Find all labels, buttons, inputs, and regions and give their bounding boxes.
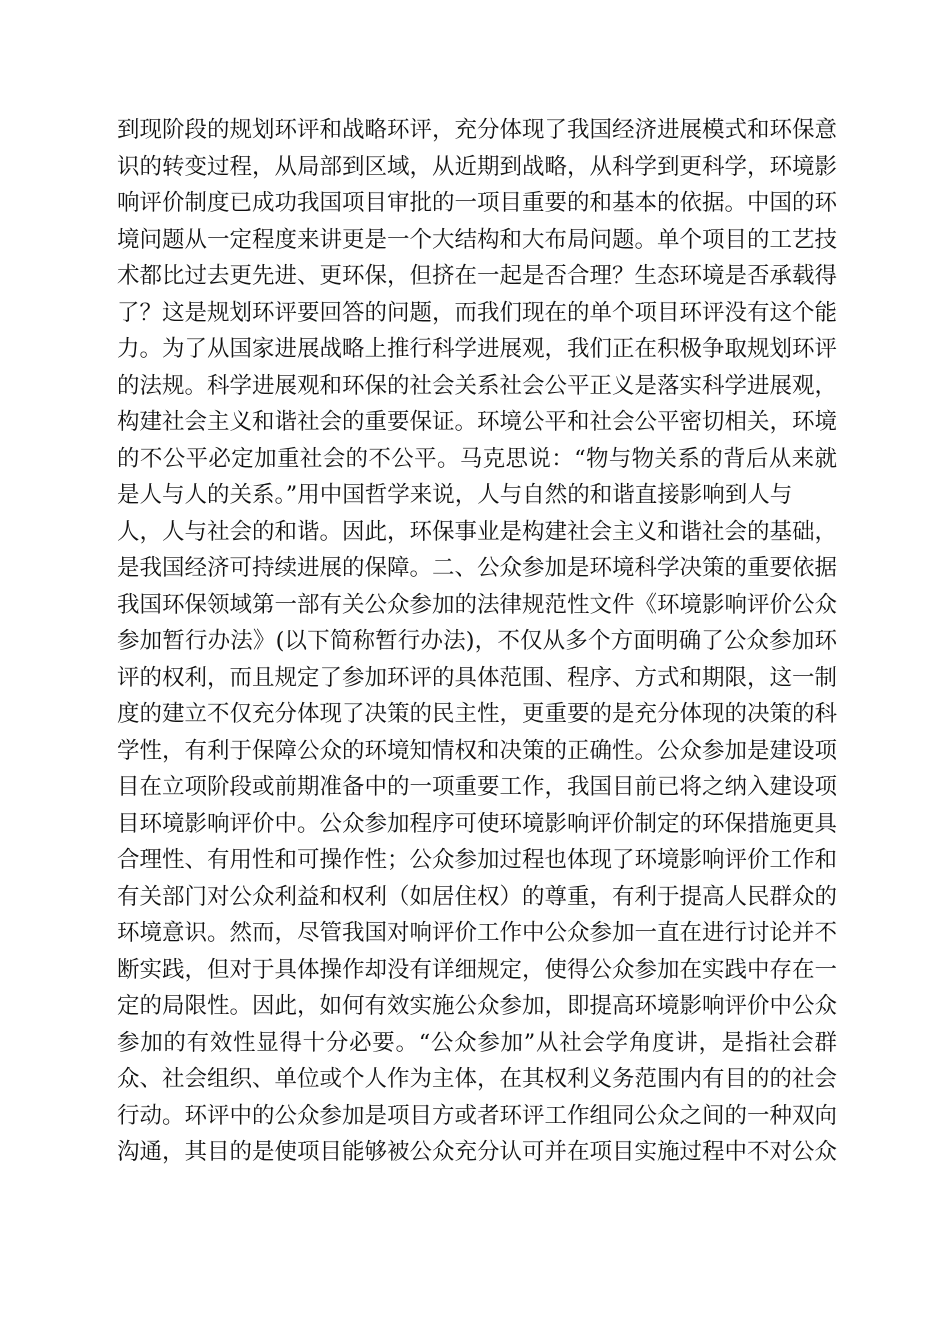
text-line: 我国环保领域第一部有关公众参加的法律规范性文件《环境影响评价公众 [117, 591, 838, 618]
text-line: 沟通，其目的是使项目能够被公众充分认可并在项目实施过程中不对公众 [117, 1139, 838, 1165]
text-line: 有关部门对公众利益和权利（如居住权）的尊重，有利于提高人民群众的 [117, 883, 838, 910]
text-line: 是人与人的关系。”用中国哲学来说，人与自然的和谐直接影响到人与 [117, 482, 793, 508]
text-line: 术都比过去更先进、更环保，但挤在一起是否合理？生态环境是否承载得 [117, 263, 838, 289]
body-text [117, 112, 837, 1171]
text-line: 力。为了从国家进展战略上推行科学进展观，我们正在积极争取规划环评 [117, 336, 838, 362]
text-line: 参加暂行办法》(以下简称暂行办法)，不仅从多个方面明确了公众参加环 [117, 628, 837, 654]
text-line: 目在立项阶段或前期准备中的一项重要工作，我国目前已将之纳入建设项 [117, 774, 838, 800]
text-line: 合理性、有用性和可操作性；公众参加过程也体现了环境影响评价工作和 [117, 847, 838, 873]
text-line: 环境意识。然而，尽管我国对响评价工作中公众参加一直在进行讨论并不 [117, 920, 838, 946]
text-line: 目环境影响评价中。公众参加程序可使环境影响评价制定的环保措施更具 [117, 810, 838, 837]
text-line: 是我国经济可持续进展的保障。二、公众参加是环境科学决策的重要依据 [117, 555, 838, 581]
text-line: 响评价制度已成功我国项目审批的一项目重要的和基本的依据。中国的环 [117, 190, 838, 216]
text-line: 的法规。科学进展观和环保的社会关系社会公平正义是落实科学进展观， [117, 372, 838, 399]
text-line: 度的建立不仅充分体现了决策的民主性，更重要的是充分体现的决策的科 [117, 701, 838, 727]
text-line: 学性，有利于保障公众的环境知情权和决策的正确性。公众参加是建设项 [117, 737, 838, 764]
text-line: 到现阶段的规划环评和战略环评，充分体现了我国经济进展模式和环保意 [117, 117, 838, 143]
text-line: 的不公平必定加重社会的不公平。马克思说：“物与物关系的背后从来就 [117, 445, 837, 472]
text-line: 构建社会主义和谐社会的重要保证。环境公平和社会公平密切相关，环境 [117, 409, 838, 435]
text-line: 识的转变过程，从局部到区域，从近期到战略，从科学到更科学，环境影 [117, 153, 838, 180]
text-line: 了？这是规划环评要回答的问题，而我们现在的单个项目环评没有这个能 [117, 299, 838, 326]
text-line: 断实践，但对于具体操作却没有详细规定，使得公众参加在实践中存在一 [117, 956, 838, 983]
text-line: 定的局限性。因此，如何有效实施公众参加，即提高环境影响评价中公众 [117, 993, 838, 1019]
text-line: 行动。环评中的公众参加是项目方或者环评工作组同公众之间的一种双向 [117, 1102, 838, 1129]
text-line: 境问题从一定程度来讲更是一个大结构和大布局问题。单个项目的工艺技 [117, 226, 838, 253]
text-line: 参加的有效性显得十分必要。“公众参加”从社会学角度讲，是指社会群 [117, 1029, 837, 1056]
text-line: 众、社会组织、单位或个人作为主体，在其权利义务范围内有目的的社会 [117, 1066, 838, 1092]
text-line: 人，人与社会的和谐。因此，环保事业是构建社会主义和谐社会的基础， [117, 518, 838, 545]
text-line: 评的权利，而且规定了参加环评的具体范围、程序、方式和期限，这一制 [117, 664, 838, 691]
